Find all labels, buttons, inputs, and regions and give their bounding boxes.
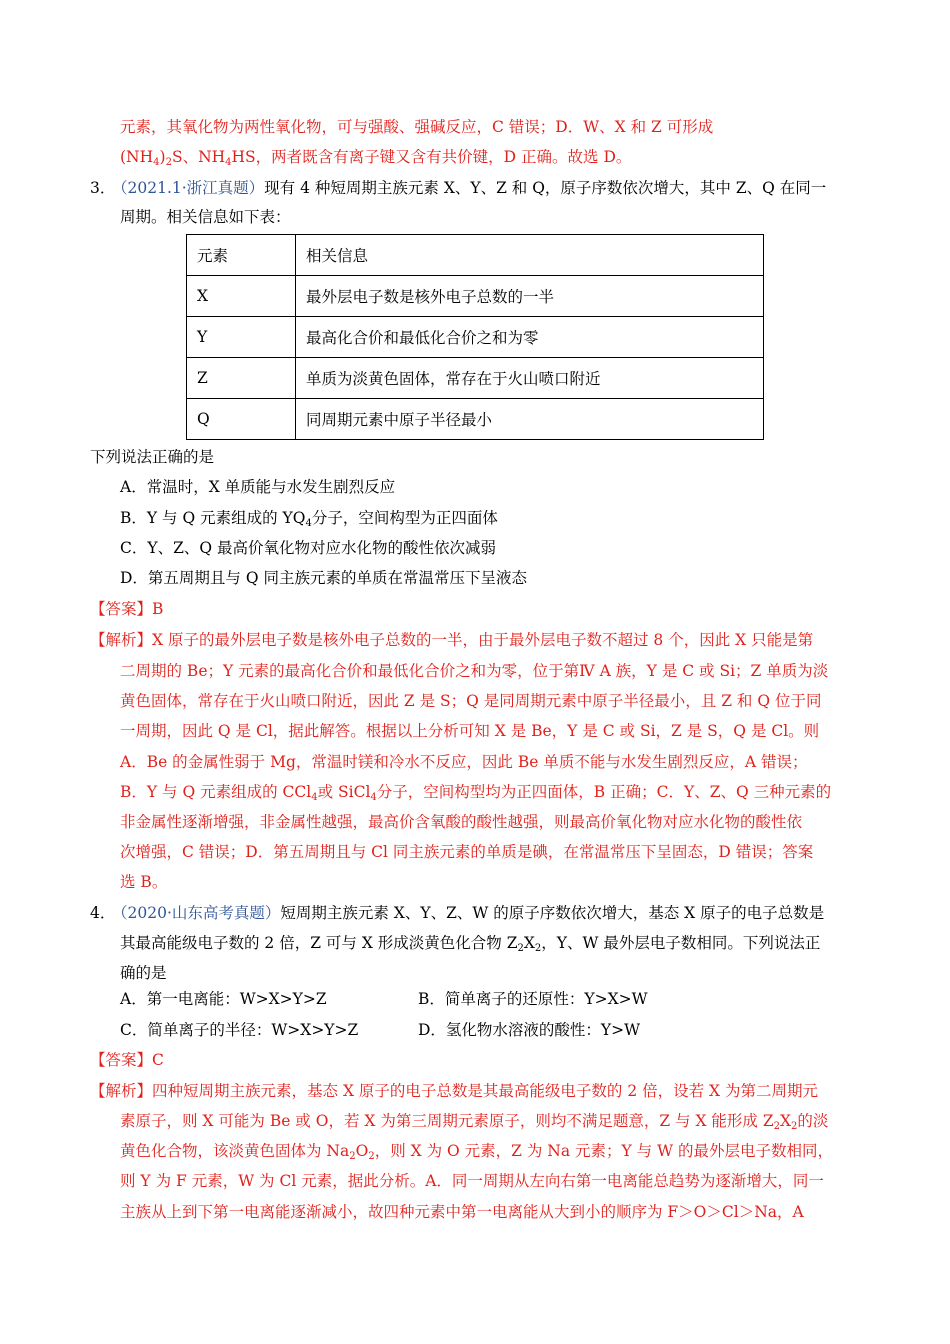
table-cell: Y	[187, 317, 296, 358]
answer: 【答案】C	[90, 1051, 164, 1069]
table-cell: X	[187, 276, 296, 317]
table-row	[187, 317, 764, 358]
question-stem: （2020·山东高考真题）短周期主族元素 X、Y、Z、W 的原子序数依次增大，基态 X 原子的电子总数是	[112, 904, 825, 922]
option-d: D．第五周期且与 Q 同主族元素的单质在常温常压下呈液态	[120, 569, 527, 587]
analysis-line: 一周期，因此 Q 是 Cl，据此解答。根据以上分析可知 X 是 Be，Y 是 C 或 Si，Z 是 S，Q 是 Cl。则	[120, 722, 820, 740]
analysis-line: 选 B。	[120, 873, 168, 891]
analysis-line: 黄色固体，常存在于火山喷口附近，因此 Z 是 S；Q 是同周期元素中原子半径最小，且 Z 和 Q 位于同	[120, 692, 822, 710]
option-b: B．Y 与 Q 元素组成的 $YQ_4$分子，空间构型为正四面体	[120, 509, 498, 529]
question-stem: 周期。相关信息如下表：	[120, 208, 291, 226]
question-source: （2021.1·浙江真题）	[112, 179, 265, 197]
option-c: C．Y、Z、Q 最高价氧化物对应水化物的酸性依次减弱	[120, 539, 496, 557]
table-cell: 最外层电子数是核外电子总数的一半	[296, 276, 764, 317]
analysis-line: B．Y 与 Q 元素组成的 CCl$_4$或 SiCl$_4$分子，空间构型均为正四面体，B 正确；C．Y、Z、Q 三种元素的	[120, 783, 832, 803]
analysis-line: A．Be 的金属性弱于 Mg，常温时镁和冷水不反应，因此 Be 单质不能与水发生剧烈反应，A 错误；	[120, 753, 808, 771]
table-header-cell: 元素	[187, 235, 296, 276]
analysis-line: 次增强，C 错误；D．第五周期且与 Cl 同主族元素的单质是碘，在常温常压下呈固态，D 错误；答案	[120, 843, 814, 861]
analysis-line: 二周期的 Be；Y 元素的最高化合价和最低化合价之和为零，位于第Ⅳ A 族，Y 是 C 或 Si；Z 单质为淡	[120, 662, 829, 680]
option-b: B．简单离子的还原性：Y>X>W	[418, 990, 648, 1008]
table-row	[187, 276, 764, 317]
analysis-line: 【解析】四种短周期主族元素，基态 X 原子的电子总数是其最高能级电子数的 2 倍，设若 X 为第二周期元	[90, 1082, 819, 1100]
analysis-line: 素原子，则 X 可能为 Be 或 O，若 X 为第三周期元素原子，则均不满足题意，Z 与 X 能形成 $Z_2X_2$的淡	[120, 1112, 829, 1132]
analysis-line: 元素，其氧化物为两性氧化物，可与强酸、强碱反应，C 错误；D．W、X 和 Z 可形成	[120, 118, 714, 136]
table-cell: Z	[187, 358, 296, 399]
table-row	[187, 399, 764, 440]
table-row	[187, 358, 764, 399]
analysis-line: $(NH_4)_2S$、$NH_4HS$，两者既含有离子键又含有共价键，D 正确。故选 D。	[120, 148, 632, 168]
analysis-line: 主族从上到下第一电离能逐渐减小，故四种元素中第一电离能从大到小的顺序为 F＞O＞Cl＞Na，A	[120, 1203, 804, 1221]
table-cell: 同周期元素中原子半径最小	[296, 399, 764, 440]
analysis-line: 【解析】X 原子的最外层电子数是核外电子总数的一半，由于最外层电子数不超过 8 个，因此 X 只能是第	[90, 631, 814, 649]
option-d: D．氢化物水溶液的酸性：Y>W	[418, 1021, 641, 1039]
analysis-line: 非金属性逐渐增强，非金属性越强，最高价含氧酸的酸性越强，则最高价氧化物对应水化物的酸性依	[120, 813, 803, 831]
option-a: A．第一电离能：W>X>Y>Z	[120, 990, 327, 1008]
answer: 【答案】B	[90, 600, 164, 618]
question-stem: 其最高能级电子数的 2 倍，Z 可与 X 形成淡黄色化合物 $Z_2X_2$，Y、W 最外层电子数相同。下列说法正	[120, 934, 821, 954]
question-stem: （2021.1·浙江真题）现有 4 种短周期主族元素 X、Y、Z 和 Q，原子序数依次增大，其中 Z、Q 在同一	[112, 179, 827, 197]
question-source: （2020·山东高考真题）	[112, 904, 281, 922]
analysis-line: 则 Y 为 F 元素，W 为 Cl 元素，据此分析。A．同一周期从左向右第一电离能总趋势为逐渐增大，同一	[120, 1172, 824, 1190]
element-info-table	[186, 234, 764, 440]
table-cell: 单质为淡黄色固体，常存在于火山喷口附近	[296, 358, 764, 399]
analysis-line: 黄色化合物，该淡黄色固体为 $Na_2O_2$，则 X 为 O 元素，Z 为 Na 元素；Y 与 W 的最外层电子数相同，	[120, 1142, 833, 1162]
question-number: 4．	[90, 904, 116, 922]
option-a: A．常温时，X 单质能与水发生剧烈反应	[120, 478, 396, 496]
table-cell: 最高化合价和最低化合价之和为零	[296, 317, 764, 358]
question-stem: 确的是	[120, 964, 167, 982]
table-header-row	[187, 235, 764, 276]
question-number: 3．	[90, 179, 116, 197]
analysis-label: 【解析】	[90, 631, 153, 649]
option-c: C．简单离子的半径：W>X>Y>Z	[120, 1021, 359, 1039]
table-header-cell: 相关信息	[296, 235, 764, 276]
analysis-label: 【解析】	[90, 1082, 153, 1100]
question-prompt: 下列说法正确的是	[90, 448, 215, 466]
table-cell: Q	[187, 399, 296, 440]
